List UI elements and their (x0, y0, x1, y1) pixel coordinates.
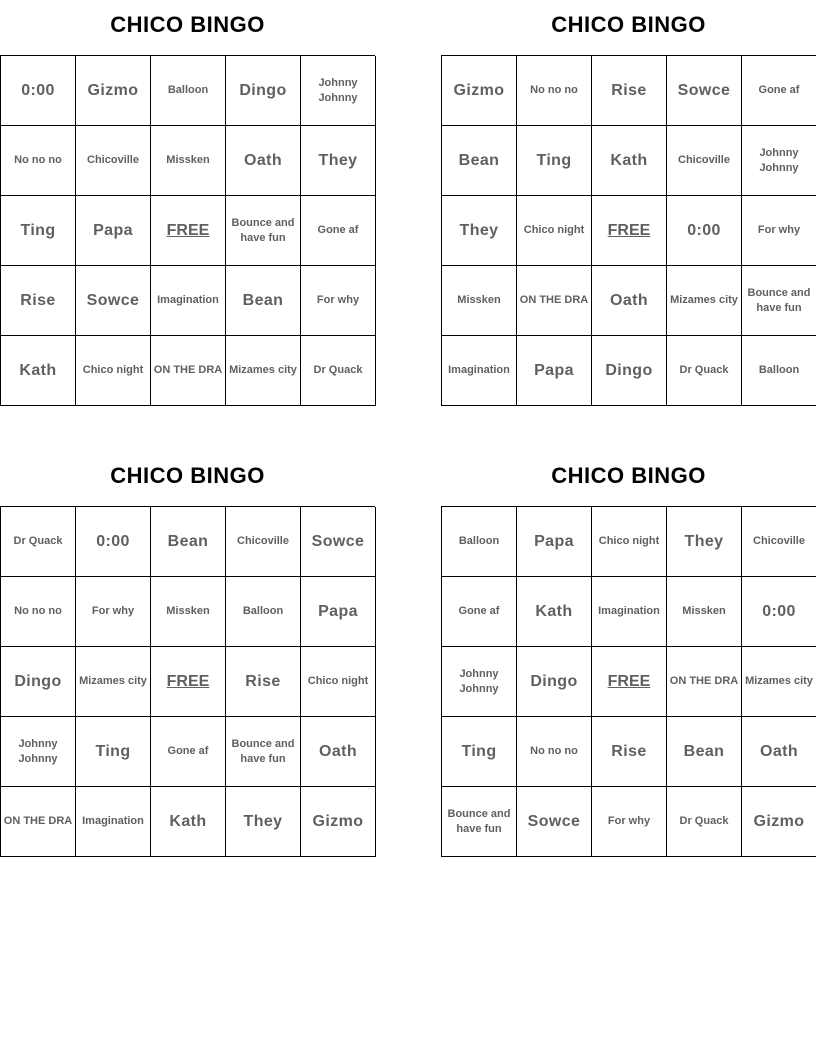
bingo-cell: Imagination (442, 336, 517, 406)
bingo-grid (441, 506, 816, 857)
bingo-cell: Mizames city (742, 647, 816, 717)
bingo-cell: Bean (151, 507, 226, 577)
bingo-cell: Rise (226, 647, 301, 717)
bingo-cell: Missken (667, 577, 742, 647)
bingo-cell: 0:00 (742, 577, 816, 647)
bingo-cell: Gone af (442, 577, 517, 647)
bingo-cell: For why (592, 787, 667, 857)
bingo-cell: Kath (1, 336, 76, 406)
bingo-cell: Bean (667, 717, 742, 787)
bingo-cell: Oath (226, 126, 301, 196)
bingo-grid (441, 55, 816, 406)
bingo-cell: Chico night (76, 336, 151, 406)
card-title: CHICO BINGO (110, 463, 265, 488)
bingo-cell: Johnny Johnny (301, 56, 376, 126)
bingo-cell: Dingo (517, 647, 592, 717)
card-title: CHICO BINGO (110, 12, 265, 37)
bingo-cell: ON THE DRA (517, 266, 592, 336)
bingo-cell: Ting (442, 717, 517, 787)
bingo-cell: Kath (517, 577, 592, 647)
bingo-cell: Johnny Johnny (742, 126, 816, 196)
bingo-cell: Ting (517, 126, 592, 196)
bingo-cell: Dr Quack (667, 787, 742, 857)
bingo-cell: Kath (151, 787, 226, 857)
bingo-cell: No no no (1, 577, 76, 647)
bingo-cell: Gizmo (742, 787, 816, 857)
bingo-cell: Gizmo (76, 56, 151, 126)
bingo-cell: Gone af (151, 717, 226, 787)
bingo-cell: Bounce and have fun (742, 266, 816, 336)
bingo-cell: Ting (76, 717, 151, 787)
bingo-cell: No no no (1, 126, 76, 196)
bingo-cell: Mizames city (667, 266, 742, 336)
free-space-cell: FREE (592, 196, 667, 266)
bingo-cell: Imagination (592, 577, 667, 647)
bingo-cell: Chicoville (742, 507, 816, 577)
bingo-cell: Dr Quack (1, 507, 76, 577)
card-title: CHICO BINGO (551, 12, 706, 37)
bingo-cell: Bean (442, 126, 517, 196)
bingo-cell: Chicoville (226, 507, 301, 577)
bingo-cell: For why (76, 577, 151, 647)
bingo-cell: Dingo (226, 56, 301, 126)
bingo-cell: Missken (442, 266, 517, 336)
bingo-cell: Missken (151, 577, 226, 647)
bingo-cell: Oath (301, 717, 376, 787)
bingo-cell: Gone af (742, 56, 816, 126)
bingo-cell: For why (301, 266, 376, 336)
bingo-cell: Bean (226, 266, 301, 336)
bingo-cell: Gizmo (301, 787, 376, 857)
bingo-cell: Rise (592, 717, 667, 787)
bingo-cell: Balloon (151, 56, 226, 126)
bingo-cell: Sowce (667, 56, 742, 126)
bingo-cell: Chicoville (76, 126, 151, 196)
bingo-cell: Bounce and have fun (226, 196, 301, 266)
bingo-cell: ON THE DRA (667, 647, 742, 717)
bingo-cell: For why (742, 196, 816, 266)
bingo-cell: Mizames city (226, 336, 301, 406)
bingo-cell: Balloon (742, 336, 816, 406)
bingo-cell: Kath (592, 126, 667, 196)
bingo-cell: Papa (301, 577, 376, 647)
bingo-cell: Dr Quack (301, 336, 376, 406)
bingo-cell: Dr Quack (667, 336, 742, 406)
bingo-cell: Johnny Johnny (442, 647, 517, 717)
bingo-cell: Papa (517, 336, 592, 406)
bingo-cell: Missken (151, 126, 226, 196)
bingo-cell: 0:00 (667, 196, 742, 266)
bingo-grid (0, 55, 375, 406)
bingo-cell: They (226, 787, 301, 857)
bingo-cell: They (442, 196, 517, 266)
bingo-cell: Balloon (226, 577, 301, 647)
bingo-cell: ON THE DRA (1, 787, 76, 857)
bingo-cell: Chicoville (667, 126, 742, 196)
bingo-grid (0, 506, 375, 857)
bingo-cell: Oath (742, 717, 816, 787)
bingo-cell: They (301, 126, 376, 196)
bingo-cell: Sowce (301, 507, 376, 577)
free-space-cell: FREE (151, 647, 226, 717)
bingo-cell: Johnny Johnny (1, 717, 76, 787)
bingo-cell: Oath (592, 266, 667, 336)
bingo-cell: No no no (517, 56, 592, 126)
bingo-cell: Dingo (1, 647, 76, 717)
bingo-cell: Bounce and have fun (226, 717, 301, 787)
bingo-cell: Dingo (592, 336, 667, 406)
bingo-cell: Gone af (301, 196, 376, 266)
bingo-cell: 0:00 (1, 56, 76, 126)
bingo-cell: Ting (1, 196, 76, 266)
bingo-cell: No no no (517, 717, 592, 787)
free-space-cell: FREE (151, 196, 226, 266)
bingo-cell: ON THE DRA (151, 336, 226, 406)
bingo-cell: Chico night (301, 647, 376, 717)
bingo-cell: Sowce (76, 266, 151, 336)
bingo-cell: Balloon (442, 507, 517, 577)
bingo-cell: Gizmo (442, 56, 517, 126)
free-space-cell: FREE (592, 647, 667, 717)
bingo-cell: Rise (592, 56, 667, 126)
bingo-cell: Papa (517, 507, 592, 577)
bingo-cell: Rise (1, 266, 76, 336)
bingo-cell: Imagination (151, 266, 226, 336)
bingo-cell: Chico night (592, 507, 667, 577)
bingo-cell: Mizames city (76, 647, 151, 717)
bingo-cell: Papa (76, 196, 151, 266)
bingo-cell: Sowce (517, 787, 592, 857)
bingo-cell: They (667, 507, 742, 577)
bingo-cell: 0:00 (76, 507, 151, 577)
bingo-cell: Bounce and have fun (442, 787, 517, 857)
bingo-cell: Imagination (76, 787, 151, 857)
bingo-cell: Chico night (517, 196, 592, 266)
card-title: CHICO BINGO (551, 463, 706, 488)
